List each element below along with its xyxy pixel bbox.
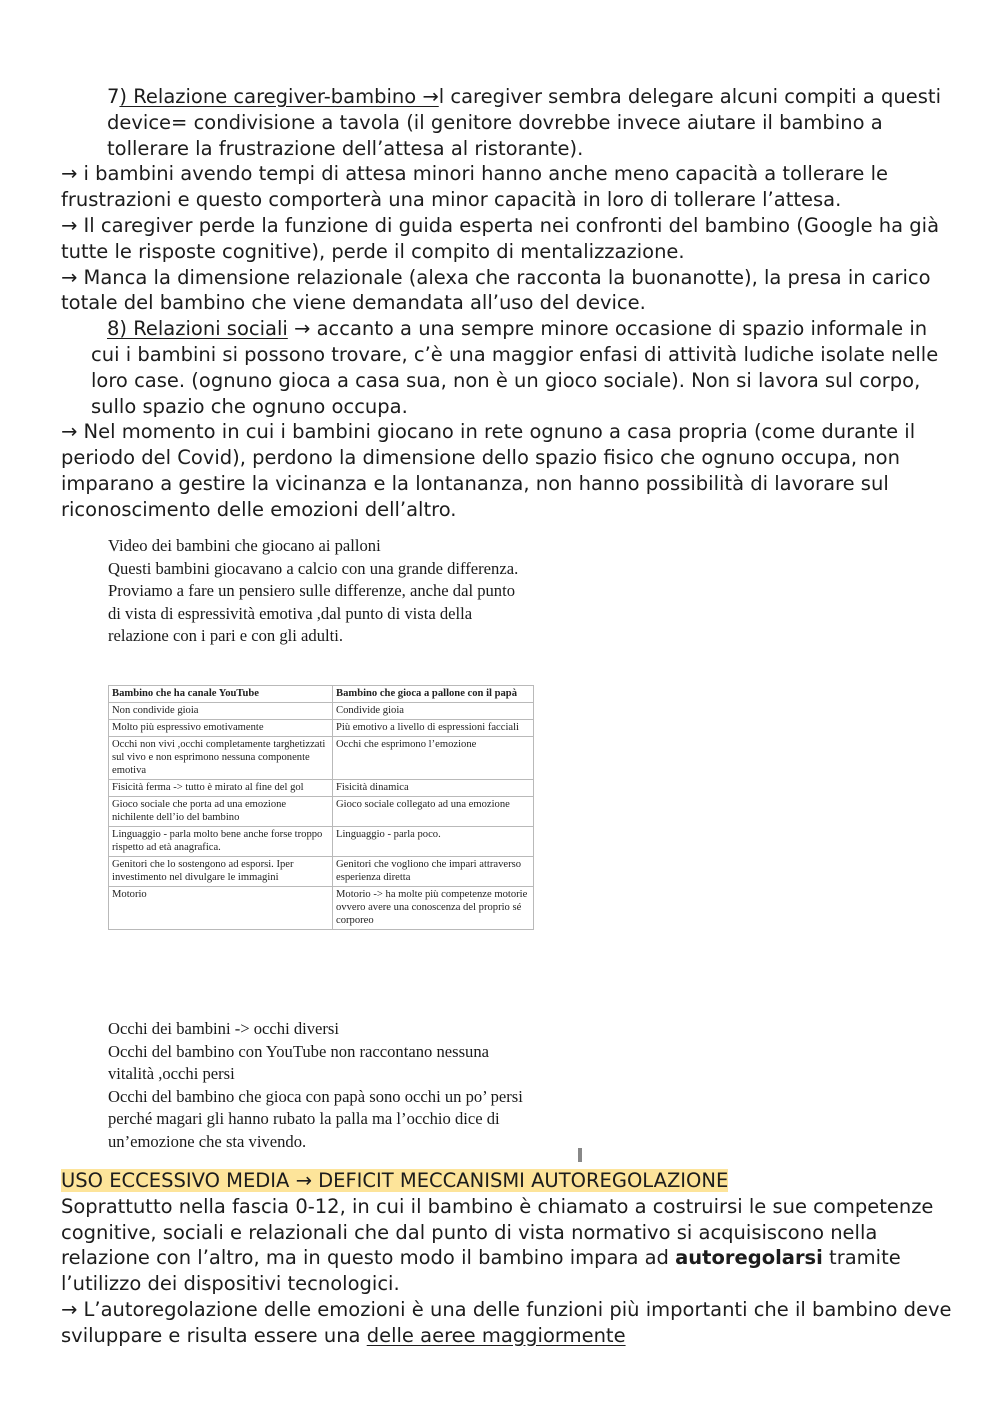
section-7-text: l caregiver sembra delegare alcuni compiti a questi device= condivisione a tavola (il genitore dovrebbe invece aiutare il bambino a tollerare la frustrazione dell’attesa al ristorante). <box>107 85 941 160</box>
table-cell: Linguaggio - parla molto bene anche forse troppo rispetto ad età anagrafica. <box>109 827 333 857</box>
section-7-intro <box>61 84 961 161</box>
table-row <box>109 827 534 857</box>
table-cell: Gioco sociale collegato ad una emozione <box>333 797 534 827</box>
media-paragraph-1: Soprattutto nella fascia 0-12, in cui il bambino è chiamato a costruirsi le sue competenze cognitive, sociali e relazionali che dal punto di vista normativo si acquisiscono nella relazione con l’altro, ma in questo modo il bambino impara ad autoregolarsi tramite l’utilizzo dei dispositivi tecnologici. <box>61 1194 934 1296</box>
table-row <box>109 703 534 720</box>
table-cell: Motorio -> ha molte più competenze motorie ovvero avere una conoscenza del proprio sé corporeo <box>333 887 534 930</box>
video-notes <box>108 535 548 648</box>
table-row <box>109 887 534 930</box>
eyes-notes <box>108 1018 548 1153</box>
table-row <box>109 780 534 797</box>
notes-bottom <box>61 1168 961 1349</box>
media-heading-highlight: USO ECCESSIVO MEDIA → DEFICIT MECCANISMI AUTOREGOLAZIONE <box>61 1169 729 1192</box>
media-paragraph-2: → L’autoregolazione delle emozioni è una delle funzioni più importanti che il bambino deve sviluppare e risulta essere una delle aeree maggiormente <box>61 1297 952 1347</box>
section-7-title: ) Relazione caregiver-bambino → <box>119 85 439 108</box>
video-note-line: Video dei bambini che giocano ai palloni <box>108 536 381 555</box>
comparison-table <box>108 685 534 930</box>
video-note-line: Proviamo a fare un pensiero sulle differenze, anche dal punto di vista di espressività emotiva ,dal punto di vista della relazione con i pari e con gli adulti. <box>108 581 516 645</box>
video-note-line: Questi bambini giocavano a calcio con una grande differenza. <box>108 558 519 578</box>
table-cell: Fisicità dinamica <box>333 780 534 797</box>
eyes-note-line: Occhi del bambino con YouTube non raccontano nessuna vitalità ,occhi persi <box>108 1041 489 1083</box>
table-row <box>109 720 534 737</box>
table-cell: Genitori che vogliono che impari attraverso esperienza diretta <box>333 857 534 887</box>
text-cursor-mark <box>578 1148 582 1162</box>
table-row <box>109 737 534 780</box>
table-cell: Genitori che lo sostengono ad esporsi. Iper investimento nel divulgare le immagini <box>109 857 333 887</box>
table-cell: Linguaggio - parla poco. <box>333 827 534 857</box>
table-cell: Occhi non vivi ,occhi completamente targhetizzati sul vivo e non esprimono nessuna componente emotiva <box>109 737 333 780</box>
table-cell: Più emotivo a livello di espressioni facciali <box>333 720 534 737</box>
section-8-intro <box>61 316 961 419</box>
table-cell: Non condivide gioia <box>109 703 333 720</box>
autoregolarsi-bold: autoregolarsi <box>675 1246 823 1270</box>
eyes-note-line: Occhi dei bambini -> occhi diversi <box>108 1019 339 1038</box>
table-header-cell: Bambino che gioca a pallone con il papà <box>333 686 534 703</box>
table-cell: Molto più espressivo emotivamente <box>109 720 333 737</box>
table-row <box>109 797 534 827</box>
section-7-point-1: → i bambini avendo tempi di attesa minori hanno anche meno capacità a tollerare le frustrazioni e questo comporterà una minor capacità in loro di tollerare l’attesa. <box>61 162 888 212</box>
table-cell: Occhi che esprimono l’emozione <box>333 737 534 780</box>
table-cell: Condivide gioia <box>333 703 534 720</box>
table-row <box>109 857 534 887</box>
media-heading <box>61 1168 961 1194</box>
section-8-arrow: → <box>287 317 311 341</box>
section-7-number: 7 <box>107 85 120 108</box>
eyes-note-line: Occhi del bambino che gioca con papà sono occhi un po’ persi perché magari gli hanno rubato la palla ma l’occhio dice di un’emozione che sta vivendo. <box>108 1086 523 1151</box>
table-header-row <box>109 686 534 703</box>
notes-top <box>61 84 961 523</box>
table-cell: Gioco sociale che porta ad una emozione nichilente dell’io del bambino <box>109 797 333 827</box>
section-8-point-1: → Nel momento in cui i bambini giocano in rete ognuno a casa propria (come durante il periodo del Covid), perdono la dimensione dello spazio fisico che ognuno occupa, non imparano a gestire la vicinanza e la lontananza, non hanno possibilità di lavorare sul riconoscimento delle emozioni dell’altro. <box>61 420 916 521</box>
table-cell: Fisicità ferma -> tutto è mirato al fine del gol <box>109 780 333 797</box>
section-8-text: accanto a una sempre minore occasione di spazio informale in cui i bambini si possono trovare, c’è una maggior enfasi di attività ludiche isolate nelle loro case. (ognuno gioca a casa sua, non è un gioco sociale). Non si lavora sul corpo, sullo spazio che ognuno occupa. <box>91 317 939 418</box>
underlined-phrase: delle aeree maggiormente <box>366 1323 626 1347</box>
section-8-title: 8) Relazioni sociali <box>107 317 288 341</box>
section-7-point-3: → Manca la dimensione relazionale (alexa che racconta la buonanotte), la presa in carico totale del bambino che viene demandata all’uso del device. <box>61 265 931 315</box>
section-7-point-2: → Il caregiver perde la funzione di guida esperta nei confronti del bambino (Google ha già tutte le risposte cognitive), perde il compito di mentalizzazione. <box>61 213 940 263</box>
table-header-cell: Bambino che ha canale YouTube <box>109 686 333 703</box>
table-cell: Motorio <box>109 887 333 930</box>
